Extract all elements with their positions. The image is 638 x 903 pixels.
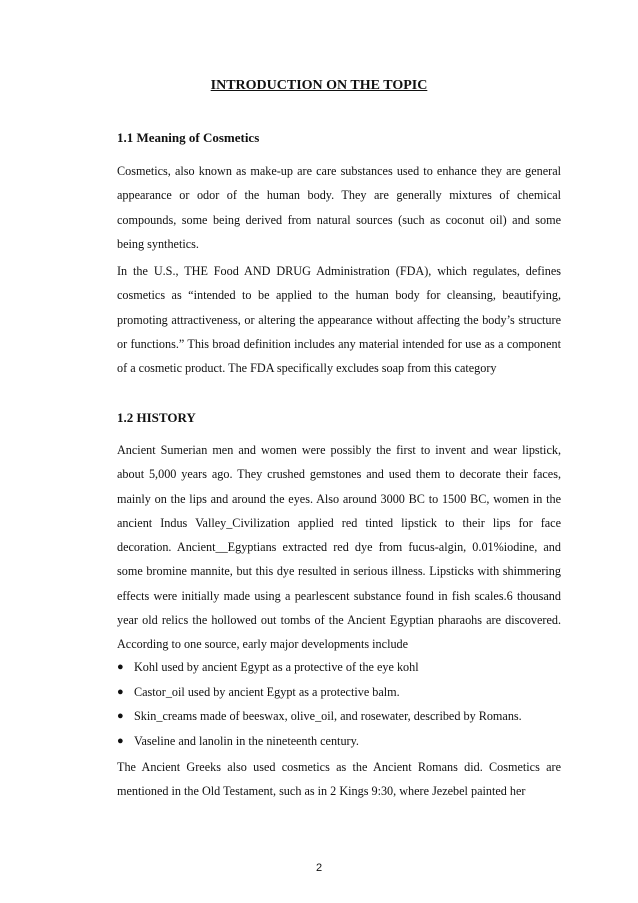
- list-item: ● Kohl used by ancient Egypt as a protective of the eye kohl: [117, 655, 561, 680]
- section-heading-meaning: 1.1 Meaning of Cosmetics: [117, 130, 260, 145]
- paragraph-definition: Cosmetics, also known as make-up are care substances used to enhance they are general appearance or odor of the human body. They are generally mixtures of chemical compounds, some being derived from natural sources (such as coconut oil) and some being synthetics.: [117, 164, 561, 251]
- page-title: INTRODUCTION ON THE TOPIC: [210, 78, 428, 93]
- developments-list: [117, 655, 561, 753]
- list-item: ● Castor_oil used by ancient Egypt as a protective balm.: [117, 680, 561, 705]
- bullet-icon: ●: [117, 710, 124, 723]
- bullet-icon: ●: [117, 661, 124, 673]
- bullet-icon: ●: [117, 685, 124, 698]
- paragraph-fda: In the U.S., THE Food AND DRUG Administration (FDA), which regulates, defines cosmetics as “intended to be applied to the human body for cleansing, beautifying, promoting attractiveness, or altering the appearance without affecting the body’s structure or functions.” This broad definition includes any material intended for use as a component of a cosmetic product. The FDA specifically excludes soap from this category: [117, 264, 561, 376]
- paragraph-greeks: The Ancient Greeks also used cosmetics as the Ancient Romans did. Cosmetics are mentioned in the Old Testament, such as in 2 Kings 9:30, where Jezebel painted her: [117, 760, 561, 799]
- section-heading-history: 1.2 HISTORY: [117, 410, 196, 425]
- list-item: ● Vaseline and lanolin in the nineteenth century.: [117, 729, 561, 754]
- bullet-icon: ●: [117, 734, 124, 747]
- list-item: ● Skin_creams made of beeswax, olive_oil, and rosewater, described by Romans.: [117, 704, 561, 729]
- paragraph-history: Ancient Sumerian men and women were possibly the first to invent and wear lipstick, about 5,000 years ago. They crushed gemstones and used them to decorate their faces, mainly on the lips and around the eyes. Also around 3000 BC to 1500 BC, women in the ancient Indus Valley_Civilization applied red tinted lipstick to their lips for face decoration. Ancient__Egyptians extracted red dye from fucus-algin, 0.01%iodine, and some bromine mannite, but this dye resulted in serious illness. Lipsticks with shimmering effects were initially made using a pearlescent substance found in fish scales.6 thousand year old relics the hollowed out tombs of the Ancient Egyptian pharaohs are discovered. According to one source, early major developments include: [117, 443, 561, 652]
- page-number: 2: [315, 862, 323, 874]
